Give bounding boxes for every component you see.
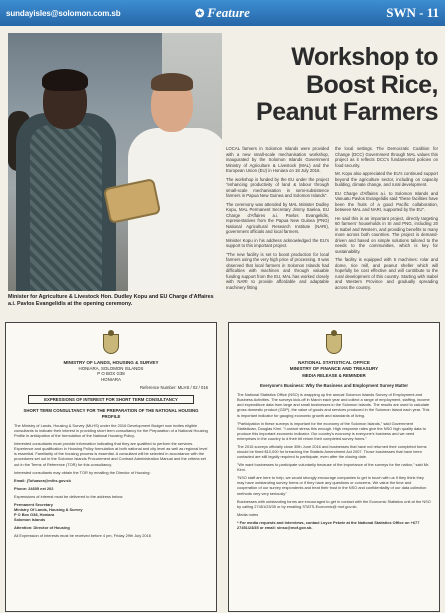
ad-body [6,421,216,543]
star-icon: ✪ [195,8,205,20]
article-paragraph: The facility is equipped with 5 machines: rolar and dome, rice mill, and peanut sheller which will hopefully be cost effective and will contribute to the rural development of this country. Starting with Isabel and Western Province and gradually spreading across the country. [335,257,438,290]
ad-po-box: P O BOX G38 [97,371,125,377]
ad-org-name: MINISTRY OF LANDS, HOUSING & SURVEY [63,360,159,365]
ad-paragraph: Media notes [237,511,259,517]
ad-paragraph: Interested consultants must provide information indicating that they are qualified to perform the services. Experience and qualification in Housing Policy formulation at both national and city level as well as regional level is essential. Familiarity of the housing process is essential. A consultant will be selected in accordance with the procedures set out in the Solomon Islands Procurement and Contract Administration Manual and the criteria set out in the Terms of Reference (TOR) for this consultancy. [14,441,208,467]
ad-paragraph: Expressions of interest must be delivered to the address below: [14,493,124,499]
ad-ministry: MINISTRY OF FINANCE AND TREASURY [289,365,379,371]
header-email: sundayisles@solomon.com.sb [6,8,121,18]
article-paragraph: Minister Kopu in his address acknowledged the EU's support to this important project. [226,237,329,248]
article-paragraph: The ceremony was attended by MAL Minister Dudley Kopu, MAL Permanent Secretary Jimmy Saelea, EU Charge d'Affaires a.i. Pavlos Evangelidis, representatives from the Papua New Guinea (PNG) National Agricultural Research Institute (NARI), government officials and local farmers. [226,201,329,234]
ad-lands-housing [5,322,217,612]
ad-body [229,390,439,535]
article-paragraph: the local settings. The Democratic Coalition for Change (DCC) Government through MAL values this project as it reflects DCC's fundamental policies on food security. [335,146,438,168]
article-photo [8,33,222,291]
ad-org-location: HONIARA, SOLOMON ISLANDS [78,365,144,371]
ad-paragraph: The Ministry of Lands, Housing & Survey (MLHS) under the 2016 Development Budget now invites eligible consultants to indicate their interest in providing short term consultancy for the Preparation of a National Housing Profile in anticipation of the formulation of the National Housing Policy. [14,422,208,439]
ad-reference: Reference Number: MLHS / 02 / 016 [140,385,208,391]
article-paragraph: LOCAL farmers in Solomon Islands were provided with a new small-scale mechanisation workshop, inaugurated by the Solomon Islands Government Ministry of Agriculture & Livestock (MAL) and the European Union (EU) in Honiara on 18 July 2016. [226,146,329,173]
article-paragraph: The workshop is funded by the EU under the project "enhancing productivity of land & labour through small-scale mechanisation in semi-subsistence farmers in Papua New Guinea and Solomon Islands". [226,176,329,198]
ad-email: Email: jTofuasea@mlhs.gov.sb [14,477,71,483]
ad-paragraph: "Participation in these surveys is important for the economy of the Solomon Islands," said Government Statistician, Douglas Kimi. "I cannot stress this enough. High response rates give the NSO high quality data to produce this important economic indicator. Our country's economy is everyone's business and we need enterprises in the country to d their bit return their completed survey forms." [237,420,426,441]
ad-media-contact: * For media requests and interviews, contact Loyce Pekele at the National Statistics Office on +677 27451/23/35 or email: sinso@mof.gov.sb. [237,519,420,530]
ad-title: Everyone's Business: Why the Business and Employment Survey Matter [259,382,409,388]
photo-caption: Minister for Agriculture & Livestock Hon. Dudley Kopu and EU Charge d'Affaires a.i. Pavlos Evangelidis at the opening ceremony. [8,294,214,307]
article-headline: Workshop to Boost Rice, Peanut Farmers [256,43,438,126]
coat-of-arms-icon [323,330,345,356]
section-title [150,5,295,21]
ad-paragraph: The National Statistics Office (NSO) is wrapping up the annual Solomon Islands Survey of Employment and Business Activities. The surveys kick-off in March each year and collect a range of employment, staffing, income and expenditure data from large and small businesses in the Solomon Islands. The results are used to calculate gross domestic product (GDP), the value of goods and services produced in the Solomon Island each year. This is important indicator for gauging economic growth and standards of living. [237,392,430,418]
ad-org-name: NATIONAL STATISTICAL OFFICE [298,360,370,365]
page-number: SWN - 11 [386,5,439,20]
ad-boxed-title: MEDIA RELEASE & REMINDER [302,373,366,379]
article-body [226,146,438,306]
ad-paragraph: "NSO staff are here to help, we would strongly encourage companies to get in touch with us if they think they may have outstanding survey forms or if they have any questions or concerns. We value the time and cooperation of our survey respondents and treat their trust in the NSO and confidentiality of our data collection methods very very seriously" [237,475,427,496]
ad-paragraph: Businesses with outstanding forms are encouraged to get in contact with the Economic Statistics unit at the NSO by calling 27451/23/35 or by emailing STATS-Economic@ mof.gov.sb. [237,498,431,509]
article-column-2 [335,146,438,306]
ad-paragraph: "We want businesses to participate voluntarily because of the importance of the surveys for the nation," said Mr. Kimi. [237,462,430,473]
ad-statistics-office [228,322,440,612]
ad-paragraph: The 2015 surveys officially close 30th June 2016 and businesses that have not returned their completed forms should be fined $10,000 for breaching the Statistic Amendment Act 2007. Those businesses that have been contacted are still legally required to participate, even after the closing date. [237,443,427,460]
ad-boxed-title: EXPRESSIONS OF INTEREST FOR SHORT TERM CONSULTANCY [28,395,194,404]
ad-phone: Phone: 24605 ext 202 [14,485,54,491]
ad-paragraph: Interested consultants may obtain the TOR by emailing the Director of Housing: [14,469,151,475]
page-header [0,0,445,26]
ad-deadline: All Expression of Interests must be received before 4 pm, Friday 29th July 2016 [14,533,151,539]
article-paragraph: EU Charge d'Affaires a.i. to Solomon Islands and Vanuatu Pavlos Evangelidis said "these facilities have been the fruits of a good Pacific collaboration, between MAL and NARI, supported by the EU". [335,190,438,212]
ad-address: Permanent Secretary Ministry Of Lands, Housing & Survey P O Box G38, Honiara Solomon Islands [14,501,83,523]
article-paragraph: "The new facility is set to boost production for local farmers using the very high price of processing. It was observed that local farmers in Solomon Islands had difficulties with machines and through valuable funding support from the EU, MAL has worked closely with NARI to provide affordable and adaptable machinery fitting [226,251,329,290]
article-paragraph: He said this is an important project, directly targeting 60 farmers' households in SI and PNG, including 20 in Isabel and Western, and providing benefits to many more across both countries. The project is demand-driven and based on simple solutions tailored to the needs to the communities, which is key for sustainability. [335,215,438,254]
ad-city: HONIARA [100,376,121,382]
article-paragraph: Mr. Kopu also appreciated the EU's continued support beyond the agriculture sector, including on capacity building, climate change, and rural development. [335,171,438,187]
ad-attention: Attention: Director of Housing [14,525,70,531]
ad-title: SHORT TERM CONSULTANCY FOR THE PREPARATION OF THE NATIONAL HOUSING PROFILE [23,408,199,419]
article-column-1 [226,146,329,306]
coat-of-arms-icon [100,330,122,356]
section-label: Feature [207,5,250,20]
